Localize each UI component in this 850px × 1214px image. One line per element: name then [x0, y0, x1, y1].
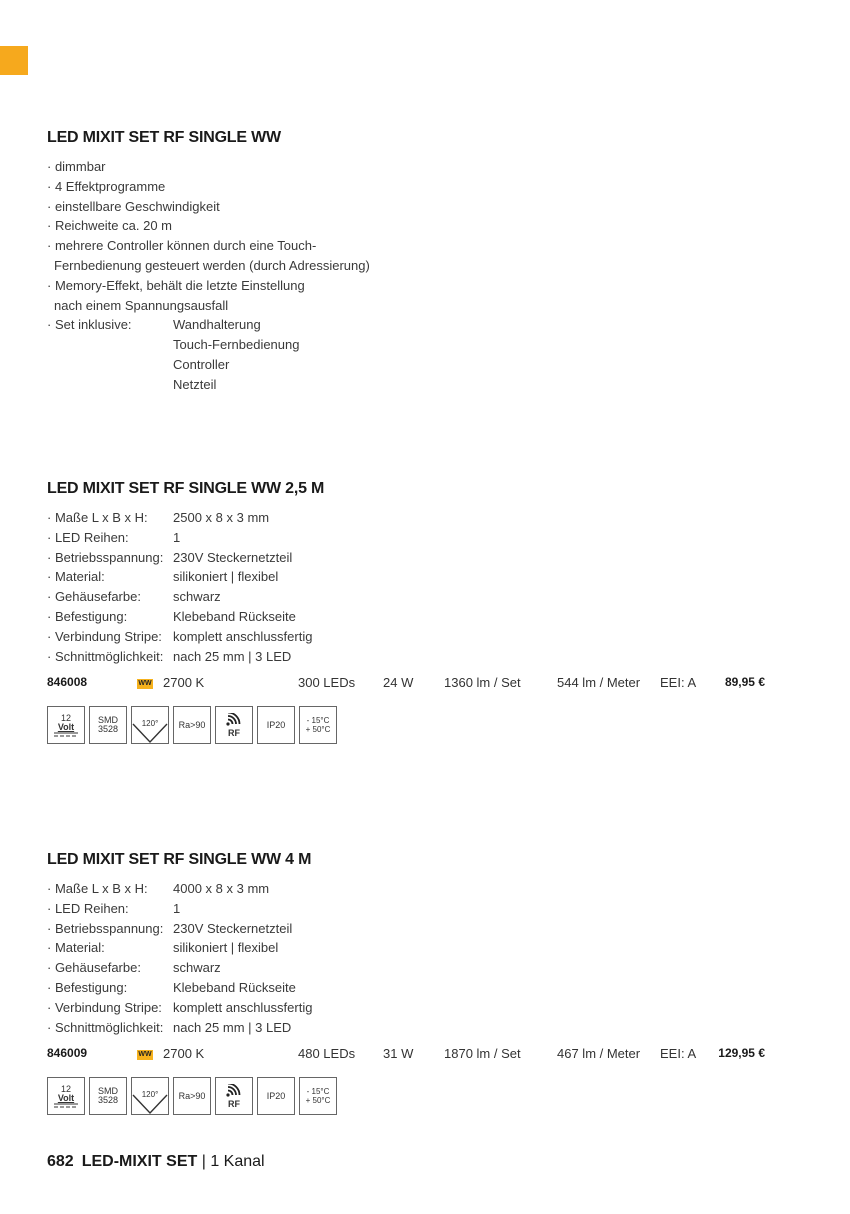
spec-list	[47, 508, 807, 666]
temp-min: - 15°C	[306, 1087, 330, 1097]
feature-item: · mehrere Controller können durch eine Touch-	[47, 238, 317, 254]
spec-row	[47, 958, 807, 978]
spec-key: · Betriebsspannung:	[47, 549, 164, 565]
price: 129,95 €	[718, 1046, 765, 1061]
temp-max: + 50°C	[305, 1096, 331, 1106]
spec-key: · LED Reihen:	[47, 900, 129, 916]
beam-angle-icon	[131, 1077, 169, 1115]
voltage-number: 12	[60, 1083, 71, 1094]
feature-item: · dimmbar	[47, 159, 106, 174]
spec-row	[47, 938, 807, 958]
spec-value: schwarz	[173, 960, 221, 976]
price: 89,95 €	[724, 675, 765, 690]
product-title: LED MIXIT SET RF SINGLE WW 2,5 M	[47, 480, 325, 497]
spec-key: · Betriebsspannung:	[47, 920, 164, 936]
voltage-label: Volt	[57, 1092, 75, 1103]
cri-icon	[173, 1077, 211, 1115]
smd-3528-icon	[89, 1077, 127, 1115]
spec-key: · Maße L x B x H:	[47, 881, 148, 896]
wattage: 31 W	[383, 1046, 414, 1062]
spec-value: nach 25 mm | 3 LED	[173, 648, 292, 664]
temp-max: + 50°C	[305, 725, 331, 735]
spec-key: · Schnittmöglichkeit:	[47, 1019, 164, 1035]
product-row	[47, 675, 807, 695]
spec-row	[47, 528, 807, 548]
spec-key: · Befestigung:	[47, 979, 128, 995]
ww-color-badge: WW	[138, 680, 152, 688]
spec-row	[47, 978, 807, 998]
voltage-number: 12	[60, 712, 71, 723]
spec-value: 1	[173, 900, 181, 916]
cri-value: Ra>90	[178, 1090, 206, 1101]
lumen-per-set: 1360 lm / Set	[444, 675, 521, 691]
spec-row	[47, 508, 807, 528]
spec-row	[47, 548, 807, 568]
product-section	[47, 851, 807, 1115]
spec-key: · Befestigung:	[47, 608, 128, 624]
included-item: Touch-Fernbedienung	[173, 337, 300, 353]
spec-key: · LED Reihen:	[47, 529, 129, 545]
color-temperature: 2700 K	[163, 675, 205, 691]
feature-item: · Reichweite ca. 20 m	[47, 218, 172, 234]
spec-value: komplett anschlussfertig	[173, 628, 313, 644]
lumen-per-set: 1870 lm / Set	[444, 1046, 521, 1062]
spec-value: Klebeband Rückseite	[173, 979, 296, 995]
spec-value: schwarz	[173, 589, 221, 605]
ww-color-badge: WW	[138, 1051, 152, 1059]
cri-icon	[173, 706, 211, 744]
dc-symbol-icon	[53, 1103, 79, 1108]
ip20-icon	[257, 706, 295, 744]
spec-row	[47, 587, 807, 607]
feature-item: · Memory-Effekt, behält die letzte Einstellung	[47, 277, 305, 293]
beam-angle-value: 120°	[141, 1089, 159, 1099]
article-number: 846008	[47, 675, 88, 690]
spec-key: · Material:	[47, 940, 105, 956]
lumen-per-meter: 544 lm / Meter	[557, 675, 641, 691]
lumen-per-meter: 467 lm / Meter	[557, 1046, 641, 1062]
color-temperature: 2700 K	[163, 1046, 205, 1062]
spec-key: · Gehäusefarbe:	[47, 589, 141, 605]
footer-subtitle: 1 Kanal	[210, 1153, 265, 1170]
rf-remote-icon	[215, 1077, 253, 1115]
footer-separator: |	[197, 1153, 211, 1170]
product-row	[47, 1046, 807, 1066]
spec-value: 230V Steckernetzteil	[173, 920, 293, 936]
spec-row	[47, 627, 807, 647]
spec-row	[47, 879, 807, 899]
ip-rating: IP20	[266, 719, 286, 730]
led-count: 300 LEDs	[298, 675, 356, 691]
voltage-12v-icon	[47, 706, 85, 744]
includes-label: · Set inklusive:	[47, 317, 132, 333]
feature-item-continued: nach einem Spannungsausfall	[54, 297, 229, 313]
included-item: Netzteil	[173, 376, 217, 392]
spec-value: komplett anschlussfertig	[173, 999, 313, 1015]
page-number: 682	[47, 1153, 74, 1170]
smd-number: 3528	[97, 724, 119, 735]
footer-category: LED-MIXIT SET	[81, 1153, 198, 1170]
beam-angle-value: 120°	[141, 718, 159, 728]
product-section	[47, 480, 807, 744]
spec-icon-row	[47, 1077, 807, 1115]
spec-row	[47, 647, 807, 667]
spec-value: 1	[173, 529, 181, 545]
spec-row	[47, 919, 807, 939]
feature-item: · 4 Effektprogramme	[47, 178, 166, 194]
spec-list	[47, 879, 807, 1037]
energy-class: EEI: A	[660, 675, 697, 691]
temp-min: - 15°C	[306, 716, 330, 726]
included-item: Controller	[173, 356, 230, 372]
led-count: 480 LEDs	[298, 1046, 356, 1062]
includes-list	[173, 315, 299, 394]
voltage-label: Volt	[57, 721, 75, 732]
page-footer	[47, 1153, 265, 1171]
wattage: 24 W	[383, 675, 414, 691]
spec-value: 2500 x 8 x 3 mm	[173, 510, 270, 525]
spec-row	[47, 998, 807, 1018]
spec-key: · Maße L x B x H:	[47, 510, 148, 525]
spec-key: · Gehäusefarbe:	[47, 960, 141, 976]
spec-row	[47, 1018, 807, 1038]
spec-key: · Verbindung Stripe:	[47, 999, 162, 1015]
spec-key: · Verbindung Stripe:	[47, 628, 162, 644]
spec-row	[47, 899, 807, 919]
rf-remote-icon	[215, 706, 253, 744]
spec-row	[47, 567, 807, 587]
smd-label: SMD	[98, 715, 118, 726]
wireless-signal-icon	[225, 713, 243, 727]
feature-item-continued: Fernbedienung gesteuert werden (durch Adressierung)	[54, 257, 370, 273]
smd-3528-icon	[89, 706, 127, 744]
spec-key: · Schnittmöglichkeit:	[47, 648, 164, 664]
spec-value: nach 25 mm | 3 LED	[173, 1019, 292, 1035]
spec-value: 4000 x 8 x 3 mm	[173, 881, 270, 896]
voltage-12v-icon	[47, 1077, 85, 1115]
energy-class: EEI: A	[660, 1046, 697, 1062]
set-description	[47, 129, 807, 395]
spec-value: silikoniert | flexibel	[173, 569, 279, 585]
temperature-range-icon	[299, 1077, 337, 1115]
feature-item: · einstellbare Geschwindigkeit	[47, 198, 220, 214]
rf-label: RF	[228, 1098, 240, 1109]
smd-number: 3528	[97, 1095, 119, 1106]
rf-label: RF	[228, 727, 240, 738]
cri-value: Ra>90	[178, 719, 206, 730]
feature-list	[47, 157, 807, 315]
spec-row	[47, 607, 807, 627]
set-title: LED MIXIT SET RF SINGLE WW	[47, 129, 281, 146]
smd-label: SMD	[98, 1086, 118, 1097]
includes-block	[47, 315, 807, 394]
spec-icon-row	[47, 706, 807, 744]
orange-tab-marker	[0, 46, 28, 75]
spec-value: silikoniert | flexibel	[173, 940, 279, 956]
included-item: Wandhalterung	[173, 317, 261, 333]
dc-symbol-icon	[53, 732, 79, 737]
article-number: 846009	[47, 1046, 88, 1061]
product-title: LED MIXIT SET RF SINGLE WW 4 M	[47, 851, 312, 868]
ip20-icon	[257, 1077, 295, 1115]
temperature-range-icon	[299, 706, 337, 744]
spec-value: Klebeband Rückseite	[173, 608, 296, 624]
beam-angle-icon	[131, 706, 169, 744]
spec-value: 230V Steckernetzteil	[173, 549, 293, 565]
spec-key: · Material:	[47, 569, 105, 585]
wireless-signal-icon	[225, 1084, 243, 1098]
ip-rating: IP20	[266, 1090, 286, 1101]
